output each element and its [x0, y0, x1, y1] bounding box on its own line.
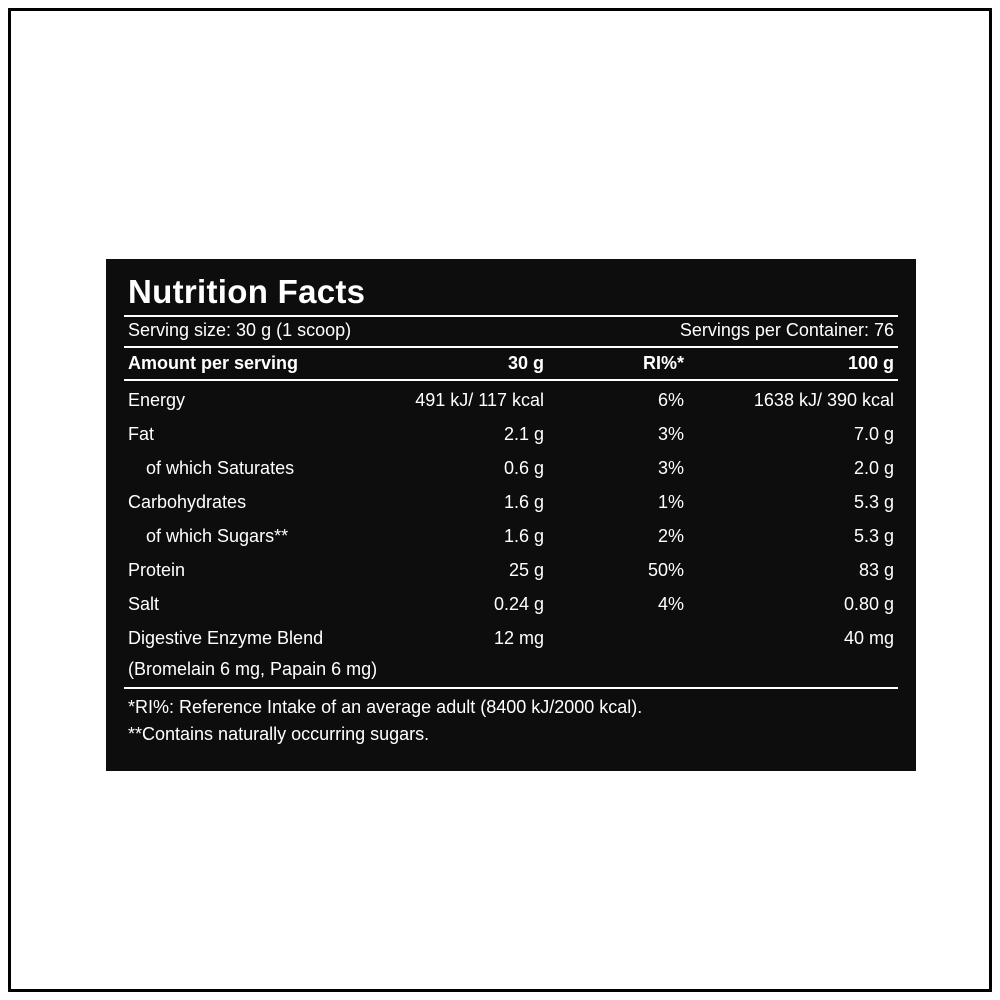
nutrient-value-100g: 40 mg [843, 628, 894, 648]
table-row [124, 485, 898, 519]
footnote-reference-intake: *RI%: Reference Intake of an average adult (8400 kJ/2000 kcal). [128, 697, 643, 717]
nutrient-value-30g: 25 g [508, 560, 544, 580]
nutrient-value-ri: 1% [657, 492, 684, 512]
column-header-amount: Amount per serving [128, 353, 299, 373]
serving-info-row [124, 317, 898, 346]
table-row [124, 519, 898, 553]
nutrient-label: of which Sugars** [146, 526, 289, 546]
table-row [124, 383, 898, 417]
nutrient-value-ri: 3% [657, 458, 684, 478]
nutrient-value-100g: 0.80 g [843, 594, 894, 614]
nutrient-value-ri: 50% [647, 560, 684, 580]
nutrient-value-ri: 3% [657, 424, 684, 444]
nutrient-value-30g: 1.6 g [503, 526, 544, 546]
servings-per-container-text: Servings per Container: 76 [679, 320, 894, 340]
table-row [124, 553, 898, 587]
nutrient-label: Digestive Enzyme Blend [128, 628, 324, 648]
table-row [124, 621, 898, 655]
footnote-sugars: **Contains naturally occurring sugars. [128, 724, 430, 744]
nutrient-value-100g: 1638 kJ/ 390 kcal [753, 390, 894, 410]
column-header-ri: RI%* [642, 353, 684, 373]
table-row [124, 587, 898, 621]
nutrient-label: of which Saturates [146, 458, 295, 478]
enzyme-blend-note: (Bromelain 6 mg, Papain 6 mg) [128, 659, 378, 679]
nutrient-value-ri: 4% [657, 594, 684, 614]
column-header-30g: 30 g [507, 353, 544, 373]
nutrient-label: Carbohydrates [128, 492, 247, 512]
nutrient-value-100g: 5.3 g [853, 492, 894, 512]
column-headers-row [124, 348, 898, 379]
nutrient-value-30g: 491 kJ/ 117 kcal [415, 390, 544, 410]
column-header-100g: 100 g [847, 353, 894, 373]
serving-size-text: Serving size: 30 g (1 scoop) [128, 320, 352, 340]
nutrient-value-30g: 1.6 g [503, 492, 544, 512]
nutrient-value-ri: 6% [657, 390, 684, 410]
table-row [124, 451, 898, 485]
nutrient-value-100g: 83 g [858, 560, 894, 580]
nutrient-value-100g: 7.0 g [853, 424, 894, 444]
nutrient-label: Salt [128, 594, 160, 614]
nutrient-value-30g: 12 mg [493, 628, 544, 648]
page-title: Nutrition Facts [128, 273, 366, 310]
nutrient-label: Energy [128, 390, 186, 410]
nutrient-value-30g: 0.24 g [493, 594, 544, 614]
page-border [8, 8, 992, 992]
nutrient-value-30g: 2.1 g [503, 424, 544, 444]
nutrient-label: Fat [128, 424, 155, 444]
nutrient-rows [124, 381, 898, 687]
nutrient-value-30g: 0.6 g [503, 458, 544, 478]
nutrient-label: Protein [128, 560, 186, 580]
nutrient-value-100g: 2.0 g [853, 458, 894, 478]
nutrient-value-ri: 2% [657, 526, 684, 546]
table-row [124, 417, 898, 451]
nutrient-value-100g: 5.3 g [853, 526, 894, 546]
nutrition-facts-panel [106, 259, 916, 771]
